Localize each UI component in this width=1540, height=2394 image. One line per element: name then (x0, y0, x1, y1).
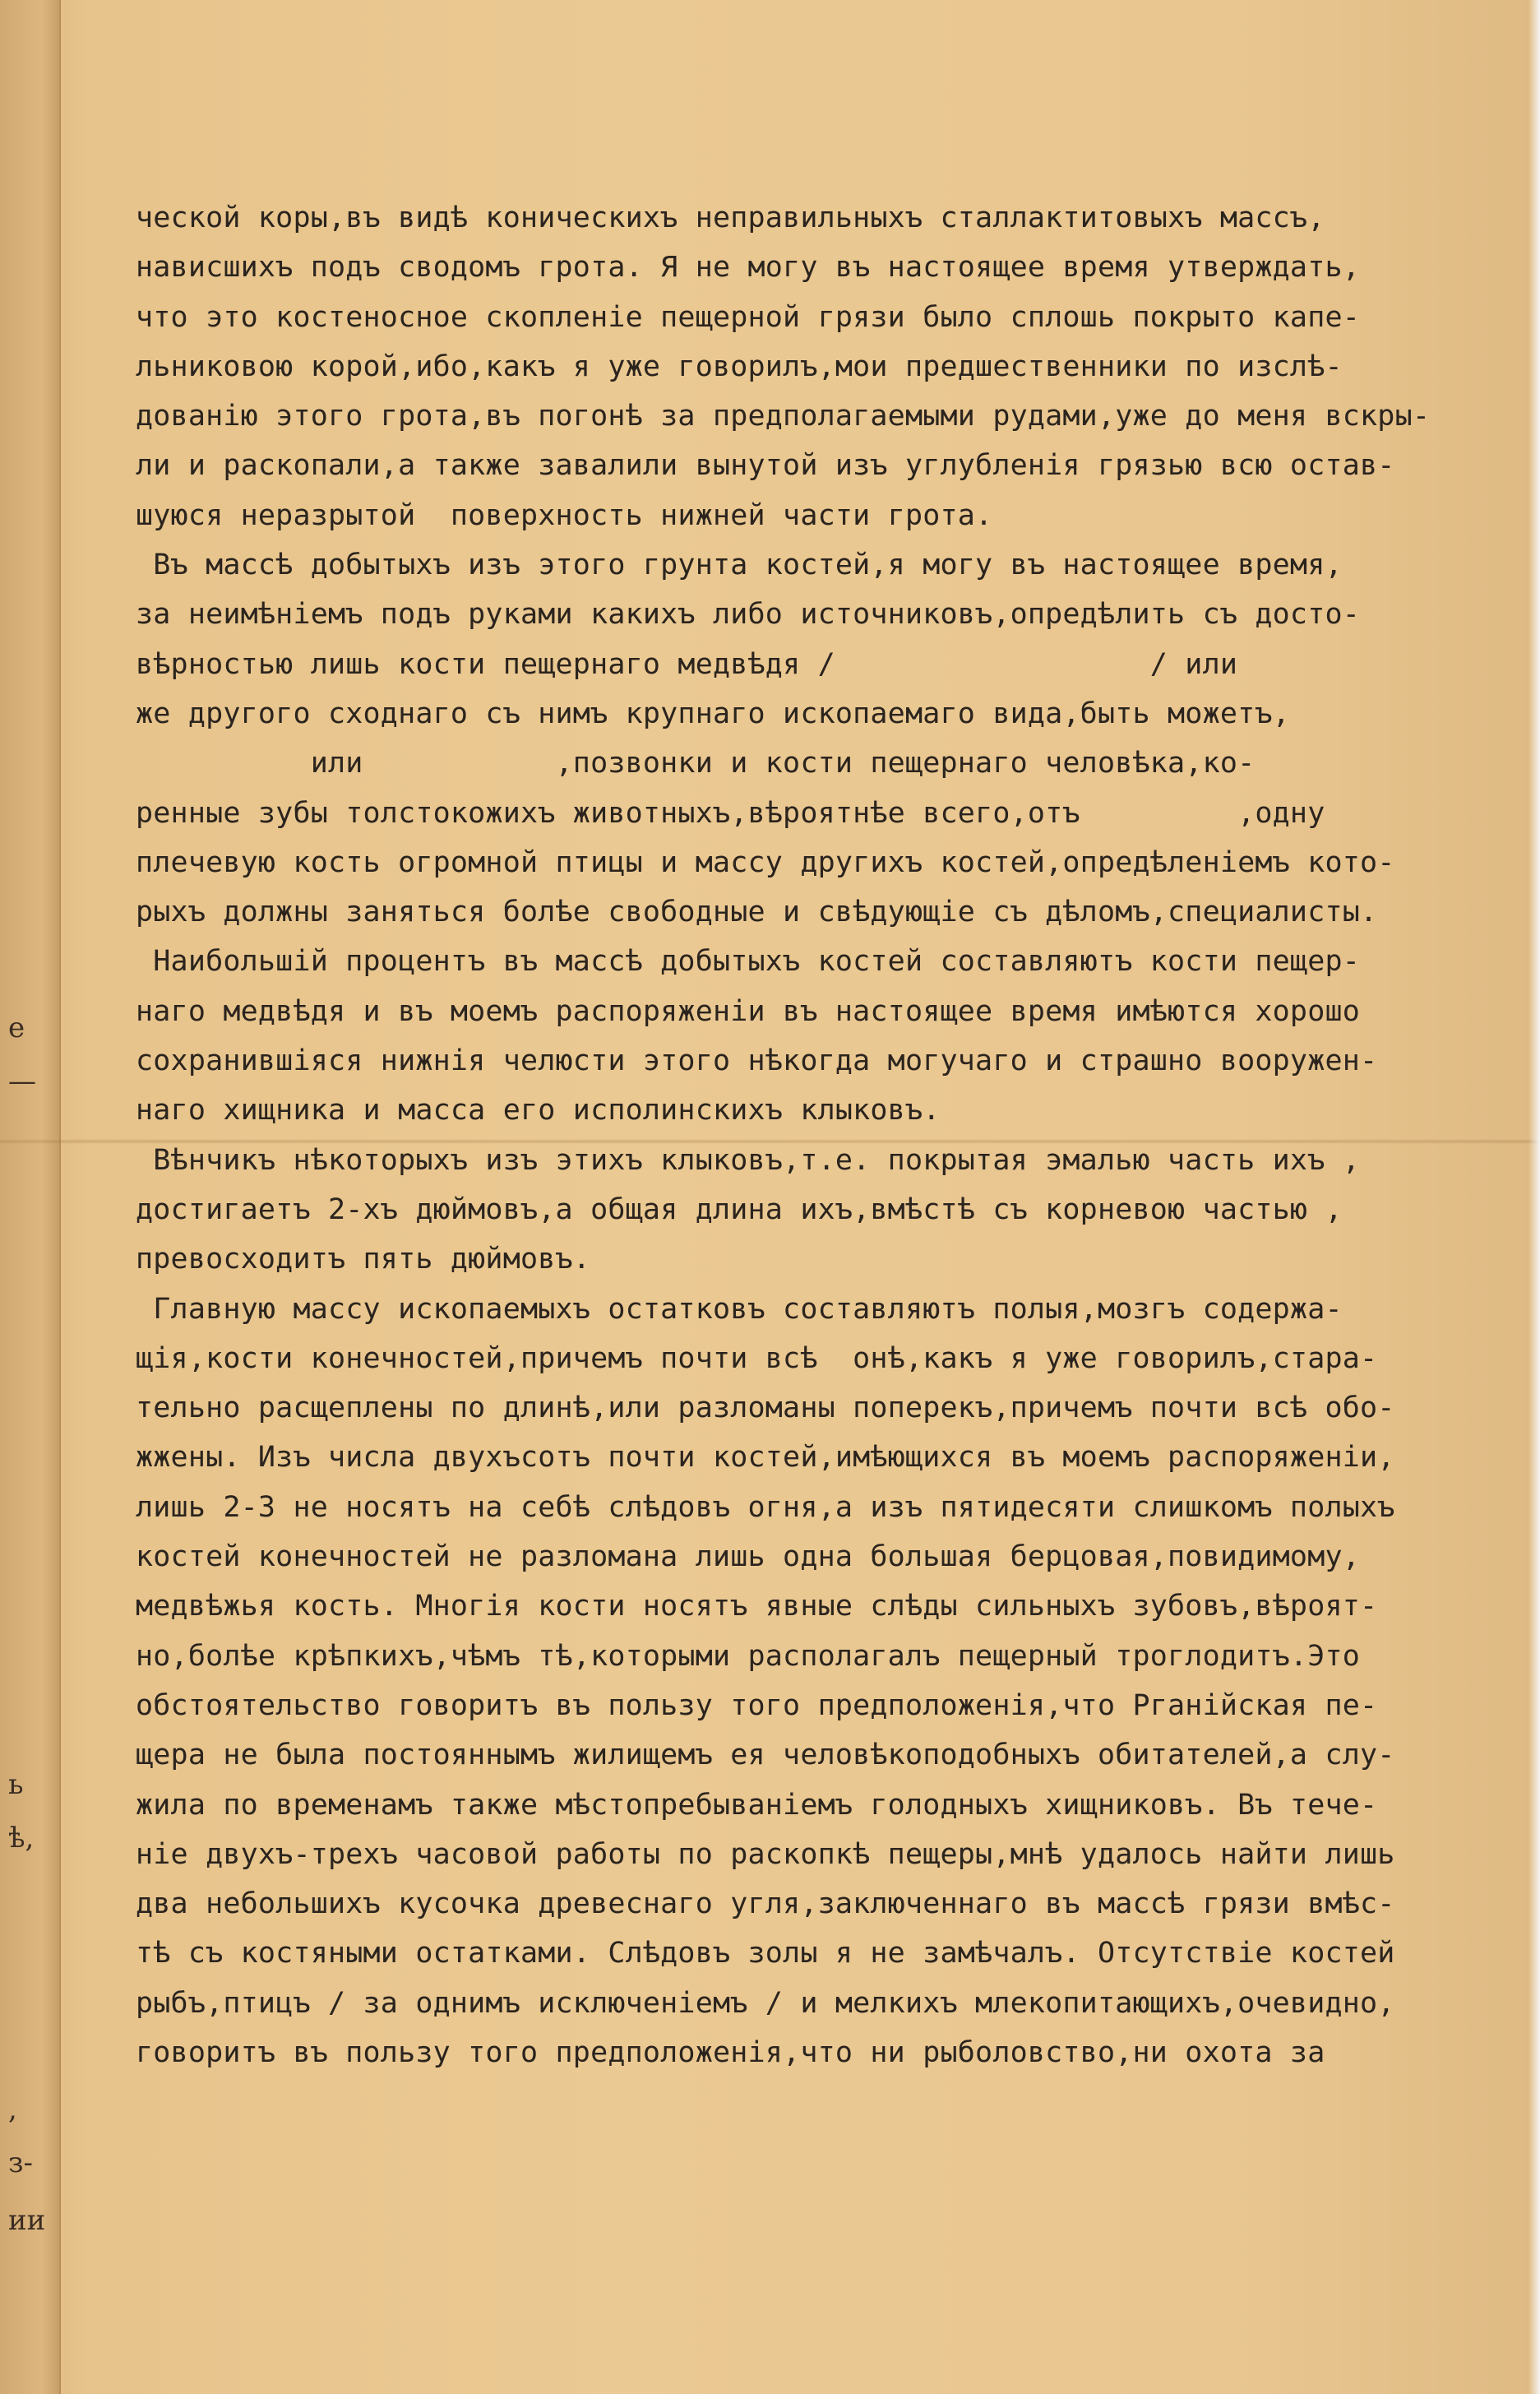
margin-mark: , (8, 2093, 17, 2126)
text-line: костей конечностей не разломана лишь одна большая берцовая,повидимому, (136, 1540, 1361, 1574)
scan-edge (1528, 0, 1540, 2394)
text-line: достигаетъ 2-хъ дюймовъ,а общая длина ихъ,вмѣстѣ съ корневою частью , (136, 1192, 1343, 1226)
text-line: тѣ съ костяными остатками. Слѣдовъ золы я не замѣчалъ. Отсутствіе костей (136, 1937, 1395, 1970)
text-line: шуюся неразрытой поверхность нижней части грота. (136, 498, 993, 532)
text-line: жила по временамъ также мѣстопребываніемъ голодныхъ хищниковъ. Въ тече- (136, 1788, 1378, 1822)
text-line: рыхъ должны заняться болѣе свободные и свѣдующіе съ дѣломъ,специалисты. (136, 896, 1378, 929)
text-line: за неимѣніемъ подъ руками какихъ либо источниковъ,опредѣлить съ досто- (136, 598, 1361, 632)
text-line: щія,кости конечностей,причемъ почти всѣ онѣ,какъ я уже говорилъ,стара- (136, 1341, 1378, 1375)
text-line: жжены. Изъ числа двухъсотъ почти костей,имѣющихся въ моемъ распоряженіи, (136, 1441, 1395, 1475)
text-line: ренные зубы толстокожихъ животныхъ,вѣроятнѣе всего,отъ ,одну (136, 796, 1325, 830)
text-line: льниковою корой,ибо,какъ я уже говорилъ,мои предшественники по изслѣ- (136, 350, 1343, 383)
margin-mark: ии (8, 2204, 46, 2237)
text-line: обстоятельство говоритъ въ пользу того предположенія,что Рганійская пе- (136, 1688, 1378, 1722)
text-line: вѣрностью лишь кости пещернаго медвѣдя / / или (136, 647, 1238, 681)
margin-mark: ѣ, (8, 1822, 35, 1855)
text-line: Вѣнчикъ нѣкоторыхъ изъ этихъ клыковъ,т.е. покрытая эмалью часть ихъ , (136, 1143, 1361, 1177)
text-line: дованію этого грота,въ погонѣ за предполагаемыми рудами,уже до меня вскры- (136, 400, 1431, 433)
text-line: плечевую кость огромной птицы и массу другихъ костей,опредѣленіемъ кото- (136, 845, 1395, 879)
margin-mark: е (8, 1012, 25, 1044)
left-margin-marks (3, 0, 54, 2394)
text-line: рыбъ,птицъ / за однимъ исключеніемъ / и мелкихъ млекопитающихъ,очевидно, (136, 1986, 1395, 2020)
text-line: превосходитъ пять дюймовъ. (136, 1243, 591, 1276)
typed-text-body (136, 193, 1468, 2077)
text-line: говоритъ въ пользу того предположенія,что ни рыболовство,ни охота за (136, 2035, 1325, 2069)
text-line: же другого сходнаго съ нимъ крупнаго ископаемаго вида,быть можетъ, (136, 697, 1290, 730)
text-line: лишь 2-3 не носятъ на себѣ слѣдовъ огня,а изъ пятидесяти слишкомъ полыхъ (136, 1490, 1395, 1524)
text-line: ческой коры,въ видѣ коническихъ неправильныхъ сталлактитовыхъ массъ, (136, 201, 1325, 234)
text-line: Наибольшій процентъ въ массѣ добытыхъ костей составляютъ кости пещер- (136, 945, 1361, 979)
text-line: сохранившіяся нижнія челюсти этого нѣкогда могучаго и страшно вооружен- (136, 1044, 1378, 1078)
text-line: тельно расщеплены по длинѣ,или разломаны поперекъ,причемъ почти всѣ обо- (136, 1391, 1395, 1425)
text-line: щера не была постояннымъ жилищемъ ея человѣкоподобныхъ обитателей,а слу- (136, 1739, 1395, 1772)
text-line: два небольшихъ кусочка древеснаго угля,заключеннаго въ массѣ грязи вмѣс- (136, 1887, 1395, 1921)
text-line: Въ массѣ добытыхъ изъ этого грунта костей,я могу въ настоящее время, (136, 549, 1343, 582)
text-line: но,болѣе крѣпкихъ,чѣмъ тѣ,которыми располагалъ пещерный троглодитъ.Это (136, 1639, 1361, 1673)
text-line: наго медвѣдя и въ моемъ распоряженіи въ настоящее время имѣются хорошо (136, 994, 1361, 1028)
text-line: медвѣжья кость. Многія кости носятъ явные слѣды сильныхъ зубовъ,вѣроят- (136, 1590, 1378, 1623)
text-line: ніе двухъ-трехъ часовой работы по раскопкѣ пещеры,мнѣ удалось найти лишь (136, 1837, 1395, 1871)
text-line: что это костеносное скопленіе пещерной грязи было сплошь покрыто капе- (136, 300, 1361, 334)
text-line: наго хищника и масса его исполинскихъ клыковъ. (136, 1094, 941, 1128)
margin-mark: — (8, 1065, 36, 1098)
margin-mark: з- (8, 2146, 34, 2179)
text-line: Главную массу ископаемыхъ остатковъ составляютъ полыя,мозгъ содержа- (136, 1292, 1343, 1326)
margin-mark: ь (8, 1768, 24, 1801)
text-line: ли и раскопали,а также завалили вынутой изъ углубленія грязью всю остав- (136, 449, 1395, 483)
text-line: или ,позвонки и кости пещернаго человѣка,ко- (136, 747, 1256, 780)
text-line: нависшихъ подъ сводомъ грота. Я не могу въ настоящее время утверждать, (136, 251, 1361, 285)
